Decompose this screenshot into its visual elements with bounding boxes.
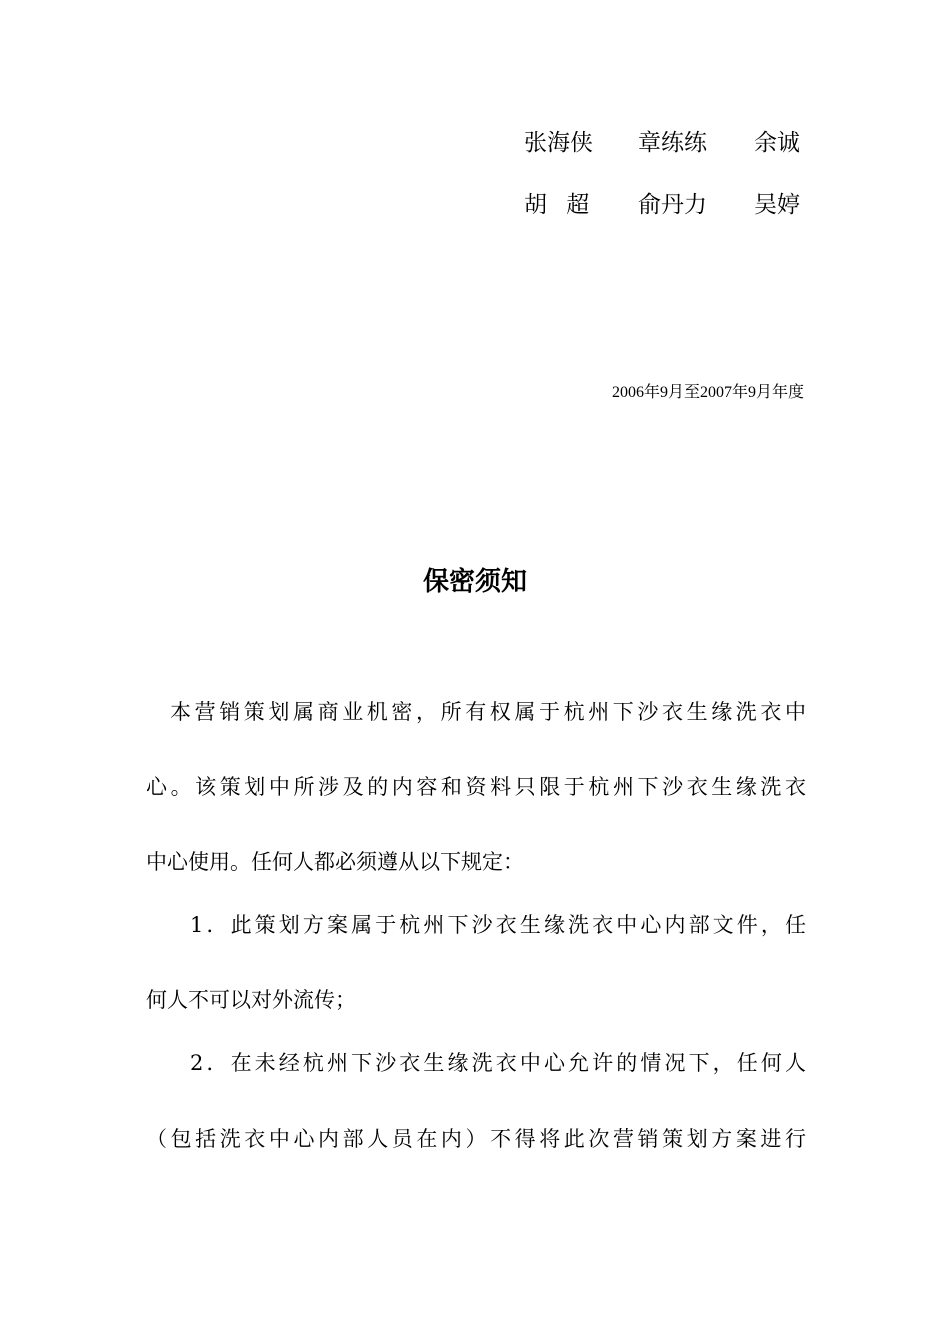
- list-item-line: 2．在未经杭州下沙衣生缘洗衣中心允许的情况下，任何人: [190, 1051, 806, 1075]
- body-text: [146, 0, 806, 1344]
- section-title: 保密须知: [422, 567, 527, 597]
- list-item-line: （包括洗衣中心内部人员在内）不得将此次营销策划方案进行: [146, 1127, 806, 1151]
- author-name: 俞丹力: [638, 192, 707, 218]
- author-name: 余诚: [754, 130, 800, 156]
- paragraph-line: 中心使用。任何人都必须遵从以下规定：: [146, 850, 524, 874]
- author-name: 章练练: [638, 130, 707, 156]
- paragraph-line: 心。该策划中所涉及的内容和资料只限于杭州下沙衣生缘洗衣: [146, 775, 806, 799]
- author-name: 吴婷: [754, 192, 800, 218]
- list-item-line: 何人不可以对外流传；: [146, 988, 356, 1012]
- author-name: 张海侠: [524, 130, 593, 156]
- author-name: 胡 超: [524, 192, 596, 218]
- period-text: 2006年9月至2007年9月年度: [611, 384, 804, 401]
- list-item-line: 1．此策划方案属于杭州下沙衣生缘洗衣中心内部文件，任: [190, 913, 806, 937]
- paragraph-line: 本营销策划属商业机密，所有权属于杭州下沙衣生缘洗衣中: [170, 700, 806, 724]
